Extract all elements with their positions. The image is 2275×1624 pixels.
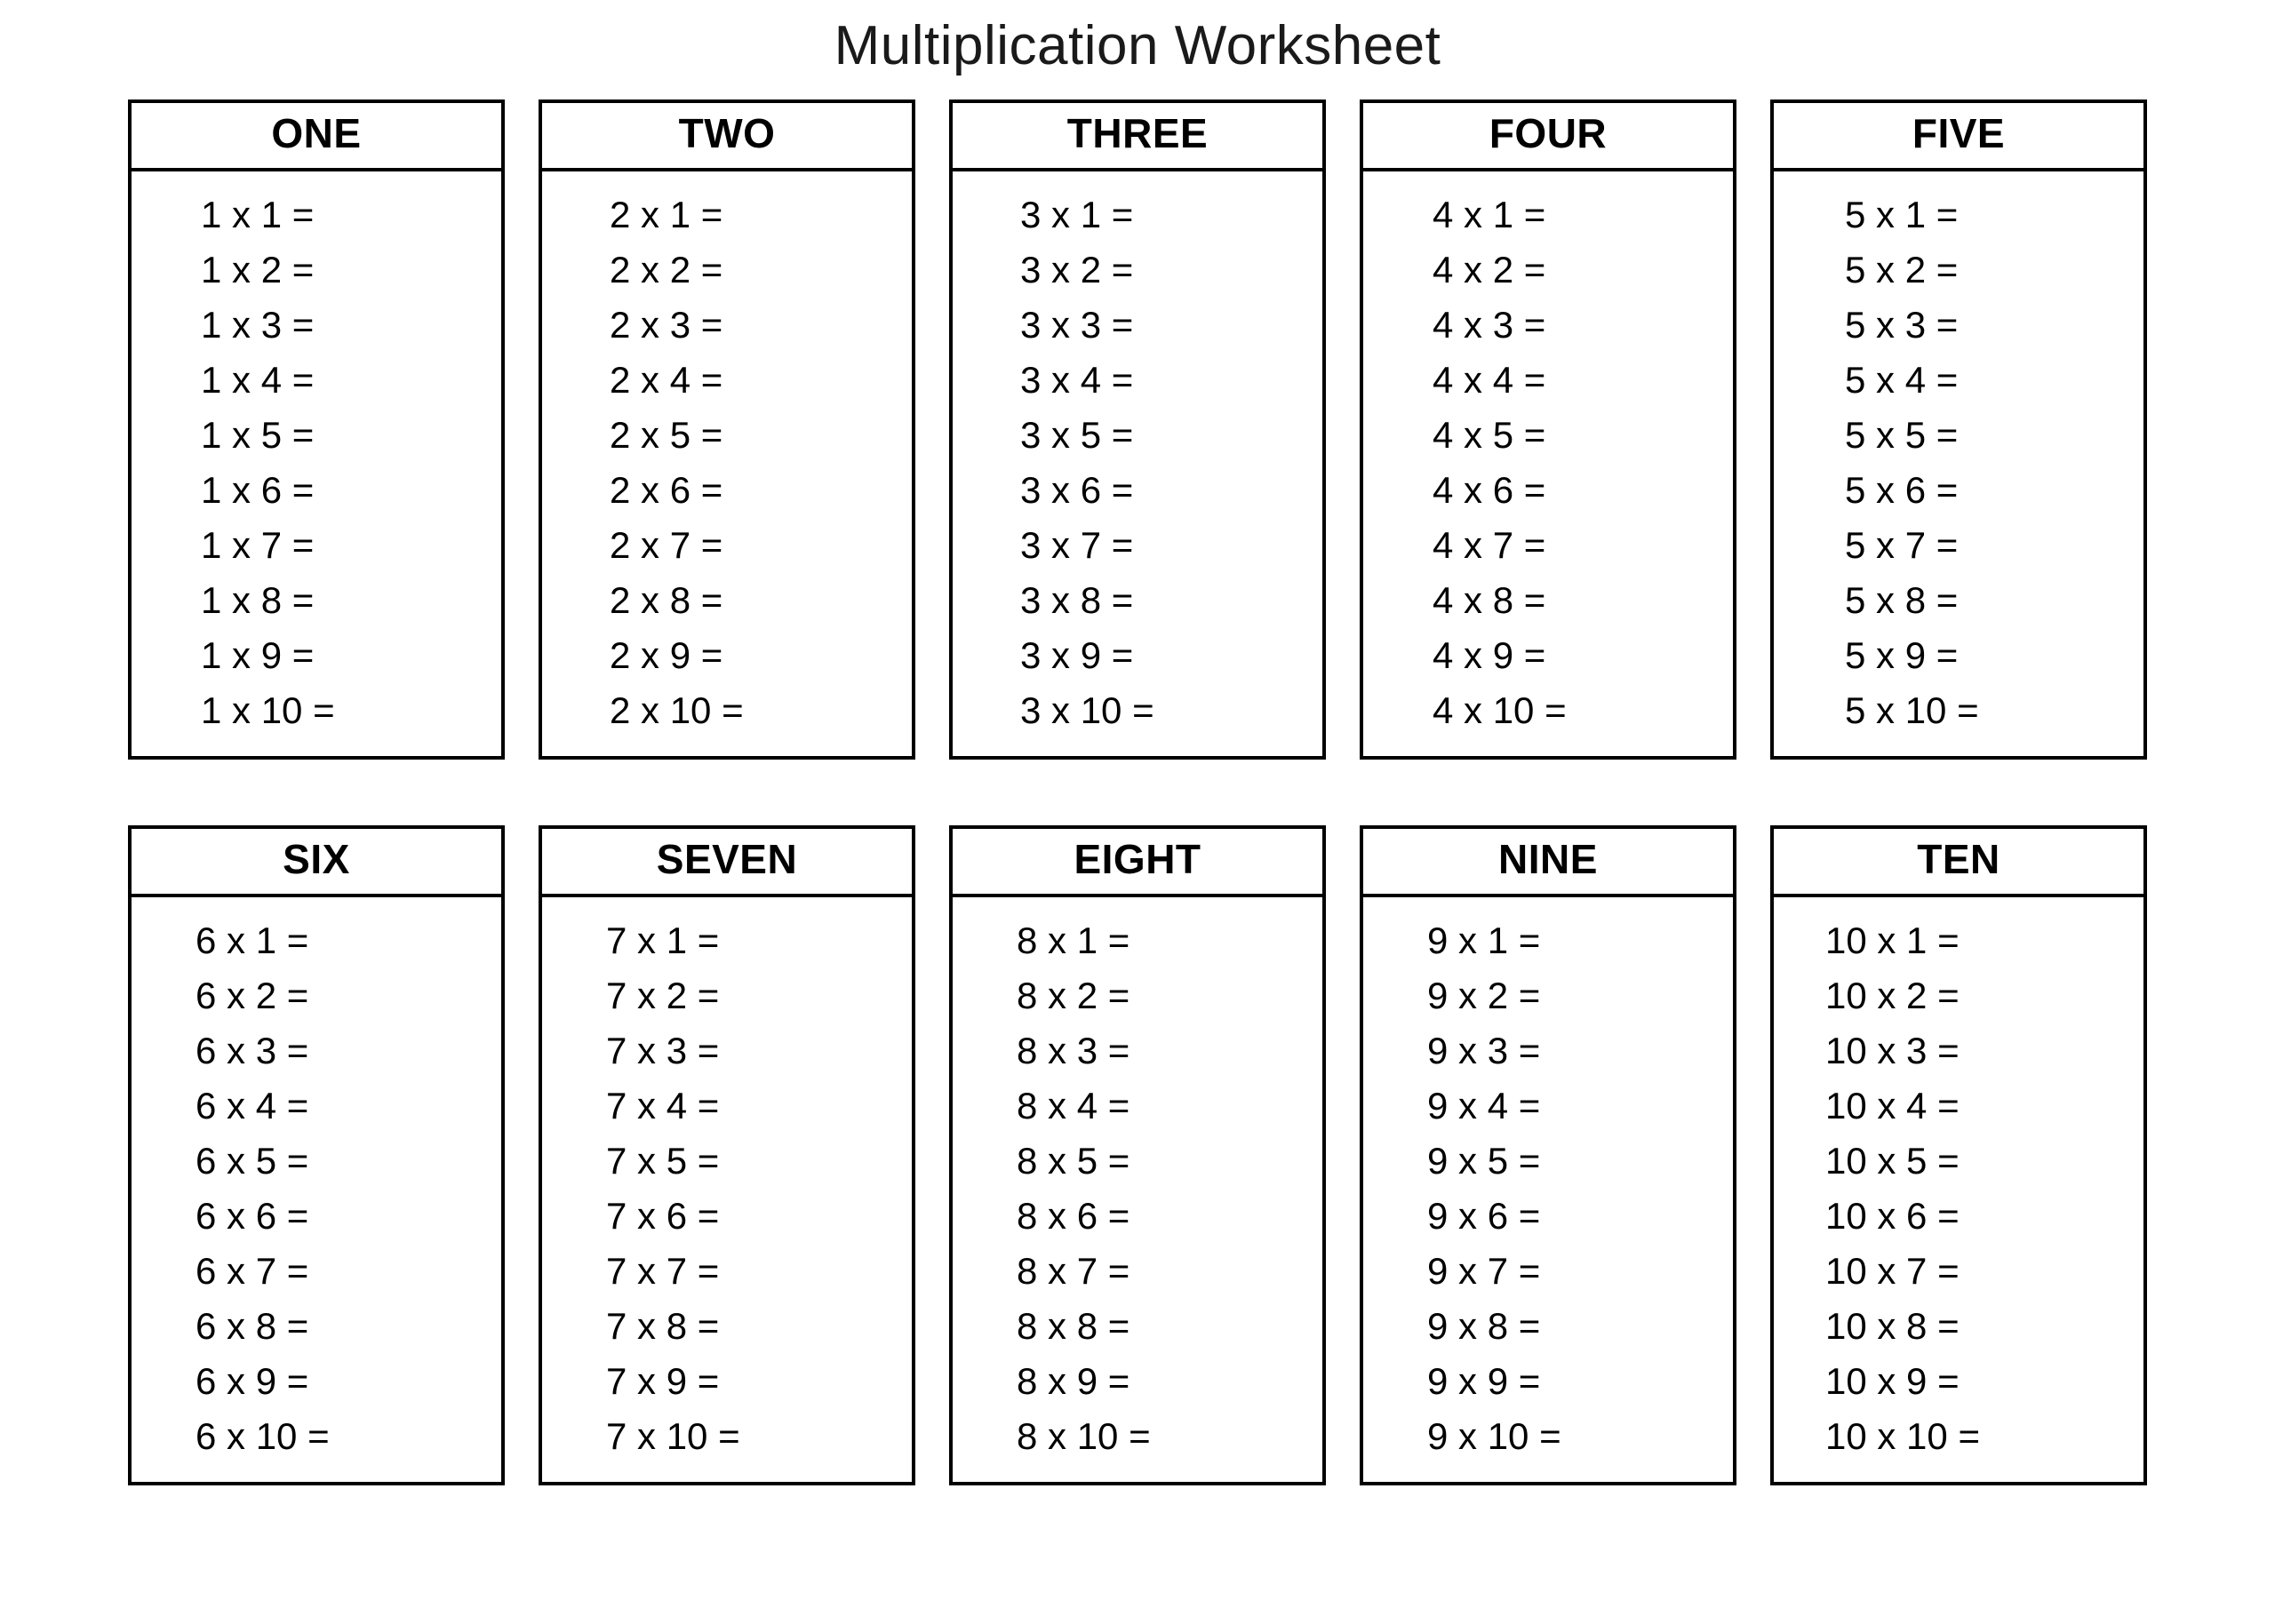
equation-row: [132, 1354, 501, 1409]
equation-row: [1774, 628, 2143, 683]
equation-row: [1774, 353, 2143, 408]
table-body-eight: [953, 897, 1322, 1482]
table-body-one: [132, 171, 501, 756]
equation-text: 2 x 1 =: [610, 194, 723, 236]
equation-text: 3 x 6 =: [1020, 469, 1134, 512]
equation-row: [1363, 1354, 1733, 1409]
equation-text: 9 x 3 =: [1427, 1029, 1541, 1071]
equation-row: [1774, 573, 2143, 628]
equation-row: [132, 518, 501, 573]
table-row-top: [0, 100, 2275, 760]
equation-row: [953, 1409, 1322, 1464]
equation-row: [953, 1079, 1322, 1134]
equation-text: 6 x 6 =: [196, 1194, 309, 1237]
table-header-four: FOUR: [1363, 103, 1733, 171]
equation-text: 3 x 9 =: [1020, 634, 1134, 677]
equation-text: 6 x 2 =: [196, 974, 309, 1016]
equation-row: [132, 1244, 501, 1299]
equation-text: 1 x 9 =: [201, 634, 315, 677]
equation-text: 4 x 10 =: [1433, 689, 1567, 732]
table-header-eight: EIGHT: [953, 829, 1322, 897]
equation-row: [542, 243, 912, 298]
equation-text: 5 x 10 =: [1845, 689, 1979, 732]
table-card-four: [1360, 100, 1736, 760]
table-body-two: [542, 171, 912, 756]
equation-row: [132, 1409, 501, 1464]
equation-row: [132, 683, 501, 738]
equation-row: [542, 968, 912, 1023]
equation-text: 8 x 9 =: [1017, 1359, 1130, 1402]
equation-text: 6 x 5 =: [196, 1139, 309, 1182]
equation-row: [1774, 187, 2143, 243]
equation-row: [1774, 463, 2143, 518]
equation-row: [542, 187, 912, 243]
table-row-bottom: [0, 825, 2275, 1485]
equation-text: 1 x 8 =: [201, 579, 315, 622]
equation-text: 5 x 7 =: [1845, 524, 1959, 567]
equation-text: 2 x 7 =: [610, 524, 723, 567]
equation-text: 1 x 2 =: [201, 249, 315, 291]
table-header-seven: SEVEN: [542, 829, 912, 897]
equation-text: 8 x 7 =: [1017, 1249, 1130, 1292]
equation-text: 5 x 5 =: [1845, 414, 1959, 457]
equation-row: [953, 1354, 1322, 1409]
equation-row: [542, 463, 912, 518]
equation-row: [542, 1244, 912, 1299]
equation-row: [1363, 408, 1733, 463]
equation-text: 9 x 4 =: [1427, 1084, 1541, 1126]
equation-text: 8 x 3 =: [1017, 1029, 1130, 1071]
table-card-eight: [949, 825, 1326, 1485]
equation-text: 1 x 7 =: [201, 524, 315, 567]
equation-row: [132, 298, 501, 353]
equation-text: 7 x 2 =: [606, 974, 720, 1016]
worksheet-page: [0, 16, 2275, 1624]
table-header-nine: NINE: [1363, 829, 1733, 897]
equation-row: [953, 1244, 1322, 1299]
equation-text: 4 x 1 =: [1433, 194, 1546, 236]
equation-row: [542, 628, 912, 683]
equation-text: 10 x 9 =: [1825, 1359, 1960, 1402]
equation-text: 5 x 9 =: [1845, 634, 1959, 677]
equation-row: [953, 628, 1322, 683]
equation-text: 7 x 5 =: [606, 1139, 720, 1182]
equation-row: [542, 573, 912, 628]
equation-text: 8 x 6 =: [1017, 1194, 1130, 1237]
equation-row: [132, 243, 501, 298]
equation-row: [1774, 1409, 2143, 1464]
equation-row: [1363, 187, 1733, 243]
table-card-two: [539, 100, 915, 760]
table-card-three: [949, 100, 1326, 760]
equation-text: 4 x 8 =: [1433, 579, 1546, 622]
equation-text: 10 x 8 =: [1825, 1304, 1960, 1347]
equation-text: 6 x 9 =: [196, 1359, 309, 1402]
equation-text: 1 x 1 =: [201, 194, 315, 236]
equation-text: 8 x 2 =: [1017, 974, 1130, 1016]
equation-row: [1774, 913, 2143, 968]
table-card-nine: [1360, 825, 1736, 1485]
equation-text: 5 x 2 =: [1845, 249, 1959, 291]
equation-row: [1363, 913, 1733, 968]
equation-text: 6 x 3 =: [196, 1029, 309, 1071]
equation-text: 7 x 3 =: [606, 1029, 720, 1071]
equation-row: [1774, 408, 2143, 463]
table-header-ten: TEN: [1774, 829, 2143, 897]
equation-text: 8 x 1 =: [1017, 919, 1130, 961]
equation-row: [542, 913, 912, 968]
equation-text: 8 x 5 =: [1017, 1139, 1130, 1182]
equation-text: 7 x 10 =: [606, 1414, 740, 1457]
equation-text: 4 x 7 =: [1433, 524, 1546, 567]
equation-row: [542, 1079, 912, 1134]
equation-row: [953, 913, 1322, 968]
equation-row: [1363, 1189, 1733, 1244]
table-card-seven: [539, 825, 915, 1485]
equation-row: [132, 463, 501, 518]
equation-row: [132, 573, 501, 628]
equation-text: 2 x 6 =: [610, 469, 723, 512]
equation-row: [1774, 518, 2143, 573]
equation-text: 10 x 2 =: [1825, 974, 1960, 1016]
equation-text: 7 x 4 =: [606, 1084, 720, 1126]
table-body-three: [953, 171, 1322, 756]
equation-row: [542, 1189, 912, 1244]
equation-text: 9 x 7 =: [1427, 1249, 1541, 1292]
equation-row: [953, 1299, 1322, 1354]
equation-text: 10 x 4 =: [1825, 1084, 1960, 1126]
equation-row: [1774, 243, 2143, 298]
equation-text: 9 x 1 =: [1427, 919, 1541, 961]
equation-text: 2 x 5 =: [610, 414, 723, 457]
equation-row: [1774, 1244, 2143, 1299]
equation-text: 2 x 10 =: [610, 689, 744, 732]
equation-text: 9 x 9 =: [1427, 1359, 1541, 1402]
table-header-one: ONE: [132, 103, 501, 171]
equation-row: [1363, 968, 1733, 1023]
equation-text: 9 x 6 =: [1427, 1194, 1541, 1237]
equation-row: [1363, 1134, 1733, 1189]
equation-text: 4 x 4 =: [1433, 359, 1546, 402]
equation-text: 1 x 3 =: [201, 304, 315, 346]
equation-row: [542, 518, 912, 573]
equation-row: [953, 683, 1322, 738]
equation-text: 9 x 5 =: [1427, 1139, 1541, 1182]
equation-row: [953, 408, 1322, 463]
equation-row: [1774, 1023, 2143, 1079]
equation-text: 2 x 9 =: [610, 634, 723, 677]
equation-row: [1774, 1079, 2143, 1134]
equation-text: 9 x 2 =: [1427, 974, 1541, 1016]
table-body-seven: [542, 897, 912, 1482]
equation-row: [1363, 573, 1733, 628]
equation-text: 7 x 9 =: [606, 1359, 720, 1402]
equation-row: [542, 1354, 912, 1409]
equation-row: [953, 1023, 1322, 1079]
equation-row: [132, 913, 501, 968]
equation-row: [1363, 1409, 1733, 1464]
equation-text: 10 x 5 =: [1825, 1139, 1960, 1182]
equation-row: [132, 1189, 501, 1244]
equation-text: 5 x 1 =: [1845, 194, 1959, 236]
equation-text: 9 x 10 =: [1427, 1414, 1561, 1457]
equation-text: 6 x 10 =: [196, 1414, 330, 1457]
equation-row: [132, 1299, 501, 1354]
equation-row: [1363, 1244, 1733, 1299]
equation-row: [542, 353, 912, 408]
equation-row: [1774, 1299, 2143, 1354]
equation-text: 3 x 5 =: [1020, 414, 1134, 457]
equation-text: 5 x 4 =: [1845, 359, 1959, 402]
equation-text: 6 x 4 =: [196, 1084, 309, 1126]
table-header-six: SIX: [132, 829, 501, 897]
equation-row: [953, 968, 1322, 1023]
equation-row: [542, 1299, 912, 1354]
equation-text: 7 x 1 =: [606, 919, 720, 961]
equation-row: [1774, 1134, 2143, 1189]
table-body-five: [1774, 171, 2143, 756]
table-body-four: [1363, 171, 1733, 756]
equation-text: 1 x 6 =: [201, 469, 315, 512]
table-body-nine: [1363, 897, 1733, 1482]
equation-row: [1363, 353, 1733, 408]
table-header-five: FIVE: [1774, 103, 2143, 171]
equation-row: [953, 243, 1322, 298]
equation-row: [1363, 1299, 1733, 1354]
equation-text: 5 x 3 =: [1845, 304, 1959, 346]
equation-row: [132, 628, 501, 683]
equation-row: [953, 353, 1322, 408]
equation-row: [1363, 1079, 1733, 1134]
equation-row: [132, 1079, 501, 1134]
equation-text: 7 x 7 =: [606, 1249, 720, 1292]
equation-text: 7 x 6 =: [606, 1194, 720, 1237]
table-card-one: [128, 100, 505, 760]
equation-text: 6 x 7 =: [196, 1249, 309, 1292]
equation-text: 10 x 7 =: [1825, 1249, 1960, 1292]
equation-row: [953, 1134, 1322, 1189]
equation-text: 6 x 8 =: [196, 1304, 309, 1347]
equation-row: [953, 187, 1322, 243]
equation-row: [1363, 463, 1733, 518]
equation-text: 3 x 10 =: [1020, 689, 1154, 732]
equation-text: 8 x 8 =: [1017, 1304, 1130, 1347]
equation-text: 2 x 4 =: [610, 359, 723, 402]
equation-text: 2 x 2 =: [610, 249, 723, 291]
equation-text: 7 x 8 =: [606, 1304, 720, 1347]
equation-text: 5 x 6 =: [1845, 469, 1959, 512]
equation-row: [1363, 243, 1733, 298]
equation-text: 8 x 10 =: [1017, 1414, 1151, 1457]
equation-row: [1774, 1189, 2143, 1244]
equation-text: 4 x 6 =: [1433, 469, 1546, 512]
equation-row: [542, 1134, 912, 1189]
equation-row: [132, 1023, 501, 1079]
table-card-five: [1770, 100, 2147, 760]
equation-text: 1 x 4 =: [201, 359, 315, 402]
table-card-ten: [1770, 825, 2147, 1485]
equation-row: [542, 408, 912, 463]
equation-text: 2 x 3 =: [610, 304, 723, 346]
equation-row: [542, 1409, 912, 1464]
equation-text: 3 x 4 =: [1020, 359, 1134, 402]
equation-row: [132, 1134, 501, 1189]
equation-row: [542, 1023, 912, 1079]
equation-text: 3 x 7 =: [1020, 524, 1134, 567]
table-card-six: [128, 825, 505, 1485]
equation-row: [953, 1189, 1322, 1244]
equation-text: 5 x 8 =: [1845, 579, 1959, 622]
equation-text: 4 x 9 =: [1433, 634, 1546, 677]
equation-row: [1774, 968, 2143, 1023]
equation-row: [1363, 298, 1733, 353]
equation-row: [132, 353, 501, 408]
equation-text: 9 x 8 =: [1427, 1304, 1541, 1347]
equation-row: [132, 187, 501, 243]
equation-row: [132, 968, 501, 1023]
equation-text: 3 x 3 =: [1020, 304, 1134, 346]
equation-text: 10 x 6 =: [1825, 1194, 1960, 1237]
equation-text: 2 x 8 =: [610, 579, 723, 622]
equation-row: [1363, 518, 1733, 573]
table-body-six: [132, 897, 501, 1482]
equation-row: [1774, 298, 2143, 353]
equation-text: 1 x 5 =: [201, 414, 315, 457]
equation-row: [953, 518, 1322, 573]
equation-text: 10 x 3 =: [1825, 1029, 1960, 1071]
equation-row: [953, 573, 1322, 628]
table-body-ten: [1774, 897, 2143, 1482]
equation-text: 10 x 10 =: [1825, 1414, 1980, 1457]
equation-row: [953, 298, 1322, 353]
equation-text: 10 x 1 =: [1825, 919, 1960, 961]
equation-text: 6 x 1 =: [196, 919, 309, 961]
equation-row: [1363, 1023, 1733, 1079]
equation-text: 3 x 8 =: [1020, 579, 1134, 622]
equation-row: [1363, 683, 1733, 738]
equation-text: 8 x 4 =: [1017, 1084, 1130, 1126]
equation-row: [542, 298, 912, 353]
equation-text: 3 x 2 =: [1020, 249, 1134, 291]
equation-row: [1774, 1354, 2143, 1409]
table-header-three: THREE: [953, 103, 1322, 171]
equation-text: 4 x 3 =: [1433, 304, 1546, 346]
equation-row: [542, 683, 912, 738]
equation-text: 3 x 1 =: [1020, 194, 1134, 236]
equation-row: [953, 463, 1322, 518]
equation-text: 1 x 10 =: [201, 689, 335, 732]
equation-row: [132, 408, 501, 463]
equation-text: 4 x 5 =: [1433, 414, 1546, 457]
equation-row: [1363, 628, 1733, 683]
equation-text: 4 x 2 =: [1433, 249, 1546, 291]
equation-row: [1774, 683, 2143, 738]
table-header-two: TWO: [542, 103, 912, 171]
page-title: Multiplication Worksheet: [834, 15, 1441, 76]
